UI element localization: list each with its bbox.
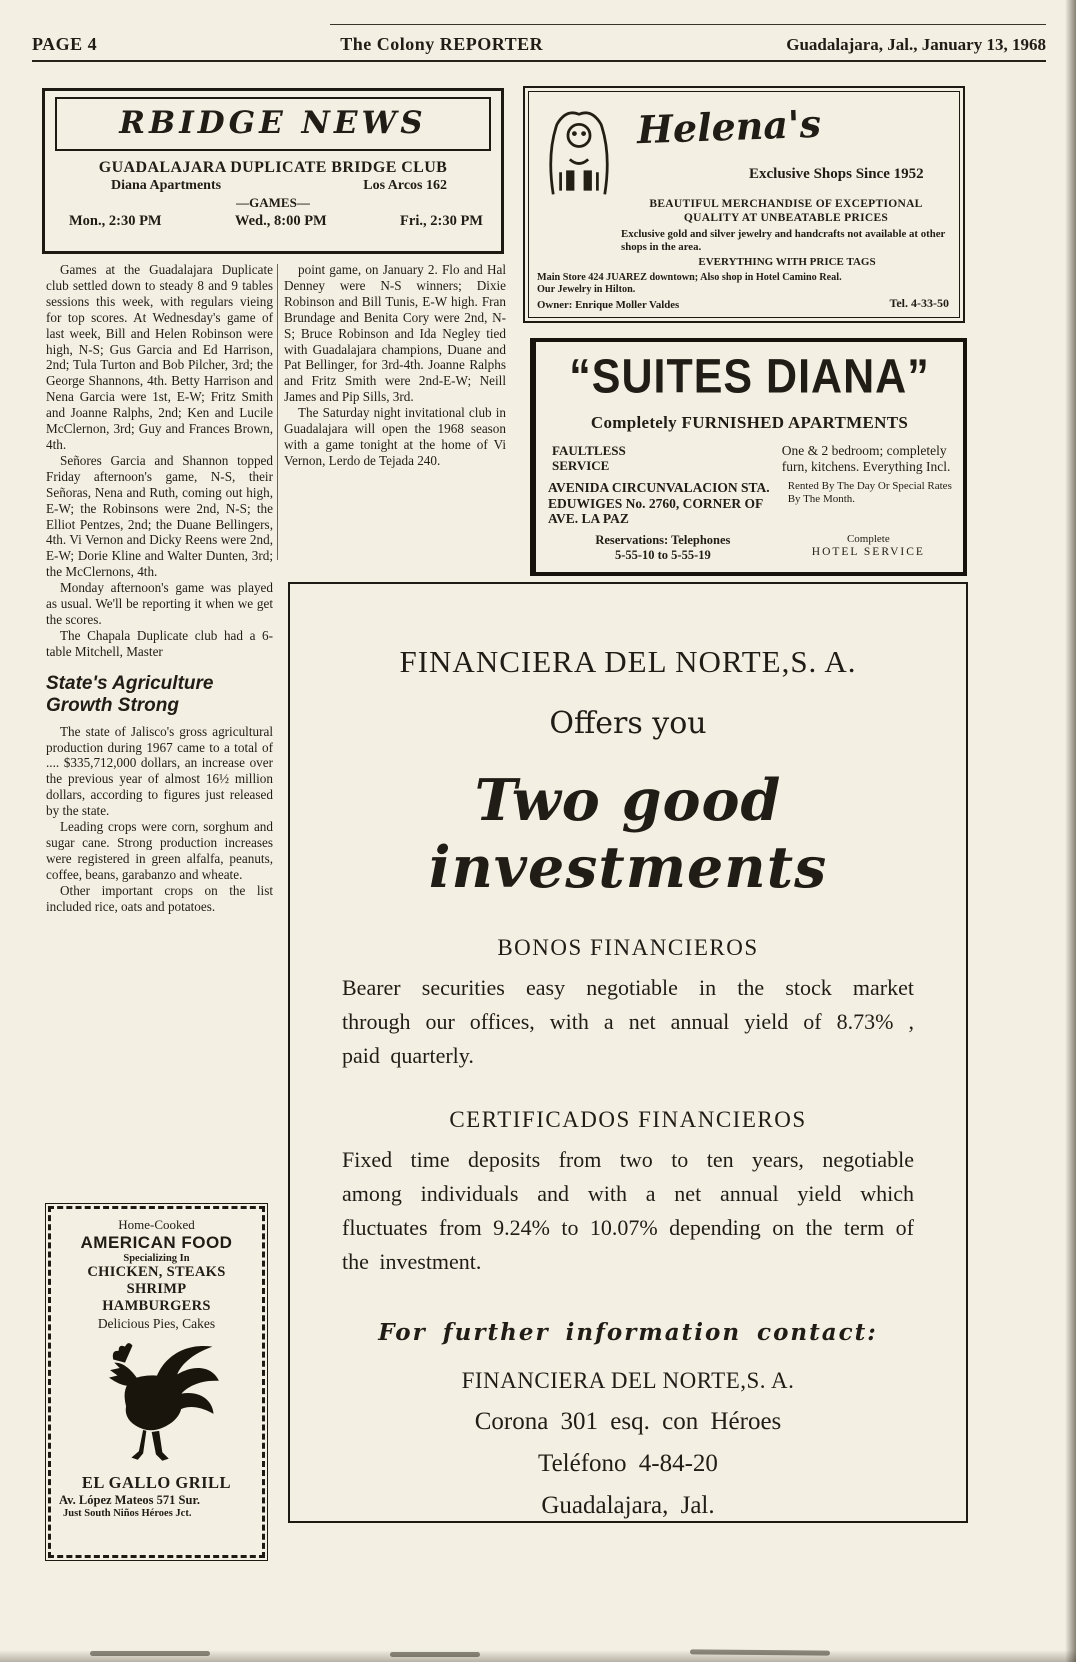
helenas-price-tags-line: EVERYTHING WITH PRICE TAGS [698,256,876,268]
financiera-offers: Offers you [549,706,707,741]
gallo-pies-cakes: Delicious Pies, Cakes [97,1316,216,1331]
suites-diana-details [548,443,951,563]
bridge-article-column-1 [46,262,273,915]
suites-complete-label: Complete [846,532,890,545]
bridge-club-name: GUADALAJARA DUPLICATE BRIDGE CLUB [98,159,448,176]
gallo-name: EL GALLO GRILL [81,1473,232,1492]
bridge-news-box [42,88,504,254]
suites-rates: Rented By The Day Or Special Rates By The Month. [787,480,952,505]
certificados-text: Fixed time deposits from two to ten years, negotiable among individuals and with a net annual yield which fluctuates from 9.24% to 10.07% depending on the term of the investment. [342,1147,914,1274]
helenas-ad [523,86,965,323]
article-paragraph: Games at the Guadalajara Duplicate club settled down to steady 8 and 9 tables sessions this week, with regulars vieing for top scores. At Wednesday's game of last week, Bill and Helen Robinson were high, N-S; Gus Garcia and Ed Harrison, 2nd; Tula Turton and Bob Pilcher, 3rd; the George Shannons, 4th. Betty Harrison and Nena Garcia were 1st, E-W; Fritz Smith and Joanne Ralphs, 2nd; Ken and Lucile McClernon, 3rd; Guy and Frances Brown, 4th. [46,262,273,452]
gallo-specializing: Specializing In [123,1253,190,1264]
gallo-hamburgers: HAMBURGERS [102,1298,211,1314]
masthead [32,28,1046,62]
helenas-phone: Tel. 4-33-50 [889,296,949,310]
article-paragraph: Other important crops on the list included rice, oats and potatoes. [46,882,273,914]
certificados-title: CERTIFICADOS FINANCIEROS [449,1107,807,1132]
financiera-headline: Two good investments [428,767,828,901]
suites-hotel-service-label: HOTEL SERVICE [811,545,925,558]
financiera-contact-name: FINANCIERA DEL NORTE,S. A. [461,1368,795,1393]
helenas-jewelry-line: Exclusive gold and silver jewelry and handcrafts not available at other shops in the area. [621,228,946,253]
financiera-contact-label: For further information contact: [378,1319,878,1346]
page-number: PAGE 4 [32,34,98,54]
financiera-city: Guadalajara, Jal. [541,1492,715,1519]
helenas-name: Helena's [636,100,822,153]
bonos-text: Bearer securities easy negotiable in the stock market through our offices, with a net annual yield of 8.73% , paid quarterly. [342,975,914,1068]
el-gallo-grill-ad [48,1206,265,1558]
helenas-tagline: Exclusive Shops Since 1952 [749,166,924,182]
financiera-address: Corona 301 esq. con Héroes [474,1408,782,1435]
suites-faultless-service: FAULTLESS SERVICE [552,443,626,473]
agriculture-heading: State's Agriculture Growth Strong [46,672,214,716]
gallo-home-cooked: Home-Cooked [118,1217,195,1232]
helenas-stores-line: Main Store 424 JUAREZ downtown; Also shop in Hotel Camino Real. Our Jewelry in Hilton. [537,272,842,295]
suites-reservations-label: Reservations: Telephones [595,532,731,547]
scan-edge-right [1065,0,1076,1662]
helenas-owner: Owner: Enrique Moller Valdes [537,299,680,311]
rooster-icon [57,1336,256,1469]
gallo-chicken-steaks: CHICKEN, STEAKS [87,1264,226,1280]
suites-diana-subtitle: Completely FURNISHED APARTMENTS [590,413,909,432]
scan-smudge [90,1651,210,1656]
gallo-shrimp: SHRIMP [126,1281,187,1297]
suites-address: AVENIDA CIRCUNVALACION STA. EDUWIGES No. 2760, CORNER OF AVE. LA PAZ [548,480,770,526]
suites-bedroom-info: One & 2 bedroom; completely furn, kitchens. Everything Incl. [781,443,951,474]
issue-date: Guadalajara, Jal., January 13, 1968 [786,35,1046,54]
gallo-american-food: AMERICAN FOOD [80,1233,233,1252]
suites-reservations-numbers: 5-55-10 to 5-55-19 [614,547,711,562]
helenas-ad-inner [525,88,963,321]
financiera-phone: Teléfono 4-84-20 [538,1450,718,1477]
article-paragraph: The state of Jalisco's gross agricultural production during 1967 came to a total of .... $335,712,000 dollars, an increase over the previous year of almost 16½ million dollars, according to figures just released by the state. [46,723,273,819]
bridge-article-column-2 [284,262,506,469]
bridge-location-left: Diana Apartments [111,178,222,193]
game-time-fri: Fri., 2:30 PM [400,213,483,229]
gallo-address-2: Just South Niños Héroes Jct. [63,1508,192,1519]
suites-hotel-service [782,533,955,563]
gallo-address: Av. López Mateos 571 Sur. [59,1493,200,1507]
aztec-mask-icon [541,106,617,203]
bridge-game-times [53,211,493,230]
bridge-games-label: —GAMES— [236,195,310,210]
financiera-title: FINANCIERA DEL NORTE,S. A. [399,644,857,679]
suites-diana-title: “SUITES DIANA” [569,350,930,404]
suites-reservations [548,533,778,563]
bridge-news-title-box [55,97,491,151]
masthead-rule [330,24,1046,25]
financiera-ad [288,582,968,1523]
game-time-wed: Wed., 8:00 PM [234,213,327,229]
article-paragraph: The Saturday night invitational club in Guadalajara will open the 1968 season with a game tonight at the home of Vi Vernon, Lerdo de Tejada 240. [284,405,506,468]
suites-diana-ad [530,338,967,576]
bridge-news-title: RBIDGE NEWS [119,105,427,141]
scan-smudge [390,1652,480,1657]
article-paragraph: point game, on January 2. Flo and Hal Denney were N-S winners; Dixie Robinson and Bill Tunis, E-W high. Fran Brundage and Benita Cory were 2nd, N-S; Bruce Robinson and Ida Negley tied with Guadalajara champions, Duane and Pat Bellinger, for 3rd-4th. Joanne Ralphs and Fritz Smith were 2nd-E-W; Neill James and Pip Sills, 3rd. [284,262,506,405]
article-paragraph: Leading crops were corn, sorghum and sugar cane. Strong production increases were registered in green alfalfa, peanuts, coffee, beans, garabanzo and wheate. [46,819,273,882]
article-paragraph: Señores Garcia and Shannon topped Friday afternoon's game, N-S, their Señoras, Nena and Ruth, coming out high, E-W; the Robinsons were 2nd, N-S; the Elliot Pentzes, 2nd; the Duane Bellingers, 4th. Vi Vernon and Dicky Reens were 2nd, E-W; Dorie Kline and Walter Dunten, 3rd; the McClernons, 4th. [46,452,273,580]
column-divider [277,264,278,560]
article-paragraph: Monday afternoon's game was played as usual. We'll be reporting it when we get the scores. [46,580,273,627]
article-paragraph: The Chapala Duplicate club had a 6-table Mitchell, Master [46,627,273,659]
bonos-title: BONOS FINANCIEROS [497,935,759,960]
bridge-club-locations [53,177,493,194]
game-time-mon: Mon., 2:30 PM [69,213,162,229]
bridge-location-right: Los Arcos 162 [363,178,447,193]
helenas-quality-line: BEAUTIFUL MERCHANDISE OF EXCEPTIONAL QUALITY AT UNBEATABLE PRICES [649,198,923,224]
paper-title: The Colony REPORTER [340,34,544,54]
